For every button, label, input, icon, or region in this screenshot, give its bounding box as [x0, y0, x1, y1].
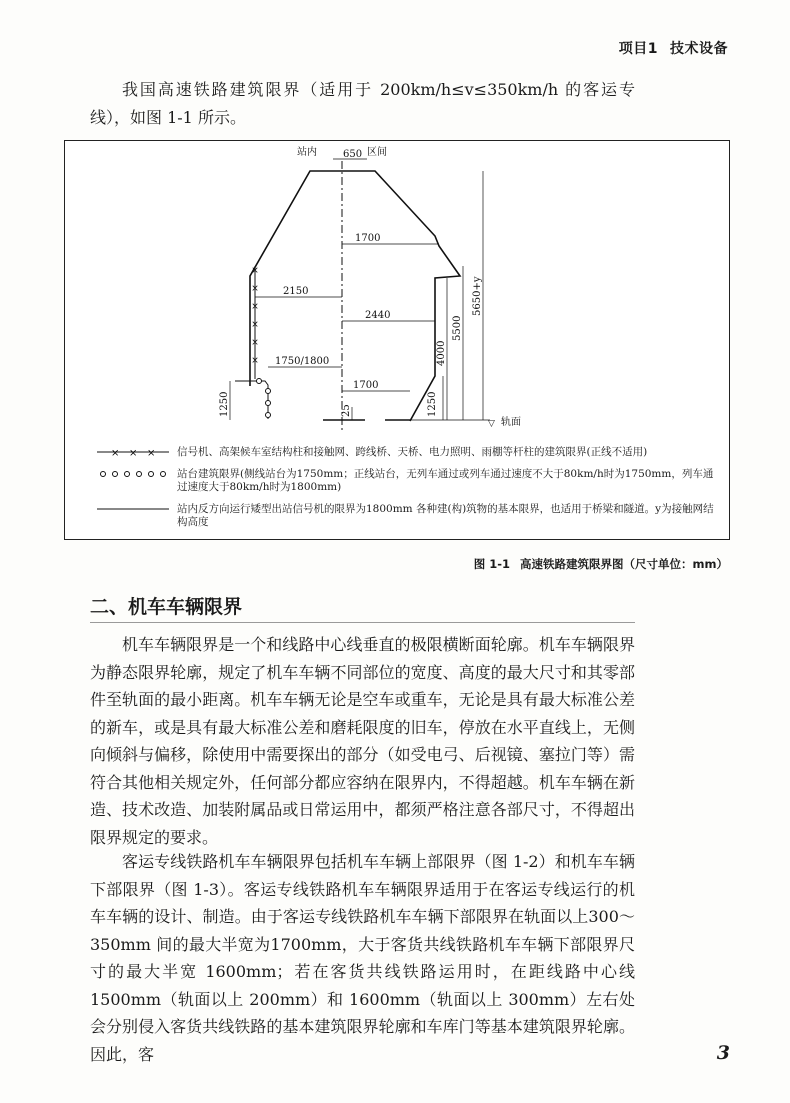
header-section: 技术设备: [670, 41, 728, 57]
dim-1250-left: 1250: [219, 391, 230, 417]
legend-item: [95, 468, 715, 494]
intro-paragraph: 我国高速铁路建筑限界（适用于 200km/h≤v≤350km/h 的客运专线），如图 1-1 所示。: [90, 80, 635, 127]
label-section: 区间: [367, 147, 387, 158]
dim-1700-top: 1700: [355, 233, 381, 244]
svg-text:×: ×: [251, 320, 259, 330]
svg-text:×: ×: [251, 338, 259, 348]
dim-1250-right: 1250: [427, 391, 438, 417]
label-station: 站内: [297, 147, 317, 158]
svg-text:×: ×: [129, 448, 138, 459]
dim-1750-1800: 1750/1800: [275, 356, 330, 367]
clearance-diagram: [65, 141, 731, 441]
dim-4000: 4000: [436, 340, 447, 366]
figure-1-1: [64, 140, 730, 540]
dim-5650y: 5650+y: [472, 276, 483, 316]
rail-surface-label: 轨面: [501, 417, 521, 428]
legend-text-platform: 站台建筑限界(侧线站台为1750mm；正线站台，无列车通过或列车通过速度不大于80km/h时为1750mm，列车通过速度大于80km/h时为1800mm): [177, 468, 714, 493]
caption-number: 图 1-1: [473, 557, 511, 571]
svg-text:×: ×: [111, 448, 120, 459]
platform-clearance-line: [235, 381, 268, 419]
figure-caption: [474, 556, 728, 572]
dim-2440: 2440: [365, 310, 391, 321]
legend-solid-line-icon: [95, 503, 173, 516]
legend-text-basic: 站内反方向运行矮型出站信号机的限界为1800mm 各种建(构)筑物的基本限界，也适用于桥梁和隧道。y为接触网结构高度: [177, 503, 714, 528]
rail-surface-marker: ▽: [488, 419, 495, 429]
body-paragraph-1: 机车车辆限界是一个和线路中心线垂直的极限横断面轮廓。机车车辆限界为静态限界轮廓，规定了机车车辆不同部位的宽度、高度的最大尺寸和其零部件至轨面的最小距离。机车车辆无论是空车或重车，无论是具有最大标准公差的新车，或是具有最大标准公差和磨耗限度的旧车，停放在水平直线上，无侧向倾斜与偏移，除使用中需要探出的部分（如受电弓、后视镜、塞拉门等）需符合其他相关规定外，任何部分都应容纳在限界内，不得超越。机车车辆在新造、技术改造、加装附属品或日常运用中，都须严格注意各部尺寸，不得超出限界规定的要求。: [90, 635, 635, 847]
running-header: [619, 38, 728, 58]
header-project: 项目1: [618, 41, 658, 57]
dim-5500: 5500: [452, 315, 463, 341]
svg-text:×: ×: [147, 448, 156, 459]
legend-text-signal: 信号机、高架候车室结构柱和接触网、跨线桥、天桥、电力照明、雨棚等杆柱的建筑限界(正线不适用): [177, 446, 648, 458]
caption-text: 高速铁路建筑限界图（尺寸单位：mm）: [520, 557, 728, 571]
legend-item: [95, 446, 715, 459]
label-top-width: 650: [343, 149, 363, 160]
figure-legend: [95, 446, 715, 538]
svg-text:×: ×: [251, 266, 259, 276]
legend-x-line-icon: [95, 446, 173, 459]
dim-2150: 2150: [283, 286, 309, 297]
svg-text:×: ×: [251, 302, 259, 312]
body-paragraph-2: 客运专线铁路机车车辆限界包括机车车辆上部限界（图 1-2）和机车车辆下部限界（图 1-3）。客运专线铁路机车车辆限界适用于在客运专线运行的机车车辆的设计、制造。由于客运专线铁路机车车辆下部限界在轨面以上300～350mm 间的最大半宽为1700mm，大于客货共线铁路机车车辆下部限界尺寸的最大半宽 1600mm；若在客货共线铁路运用时，在距线路中心线1500mm（轨面以上 200mm）和 1600mm（轨面以上 300mm）左右处会分别侵入客货共线铁路的基本建筑限界轮廓和车库门等基本建筑限界轮廓。因此，客: [90, 852, 635, 1064]
svg-text:×: ×: [251, 356, 259, 366]
legend-o-line-icon: [95, 468, 173, 481]
section-title: 二、机车车辆限界: [90, 596, 243, 618]
page-number: 3: [716, 1042, 730, 1064]
section-divider: [90, 622, 635, 623]
svg-text:×: ×: [251, 284, 259, 294]
legend-item: [95, 503, 715, 529]
dim-25: 25: [341, 404, 352, 417]
dim-1700-bottom: 1700: [353, 380, 379, 391]
